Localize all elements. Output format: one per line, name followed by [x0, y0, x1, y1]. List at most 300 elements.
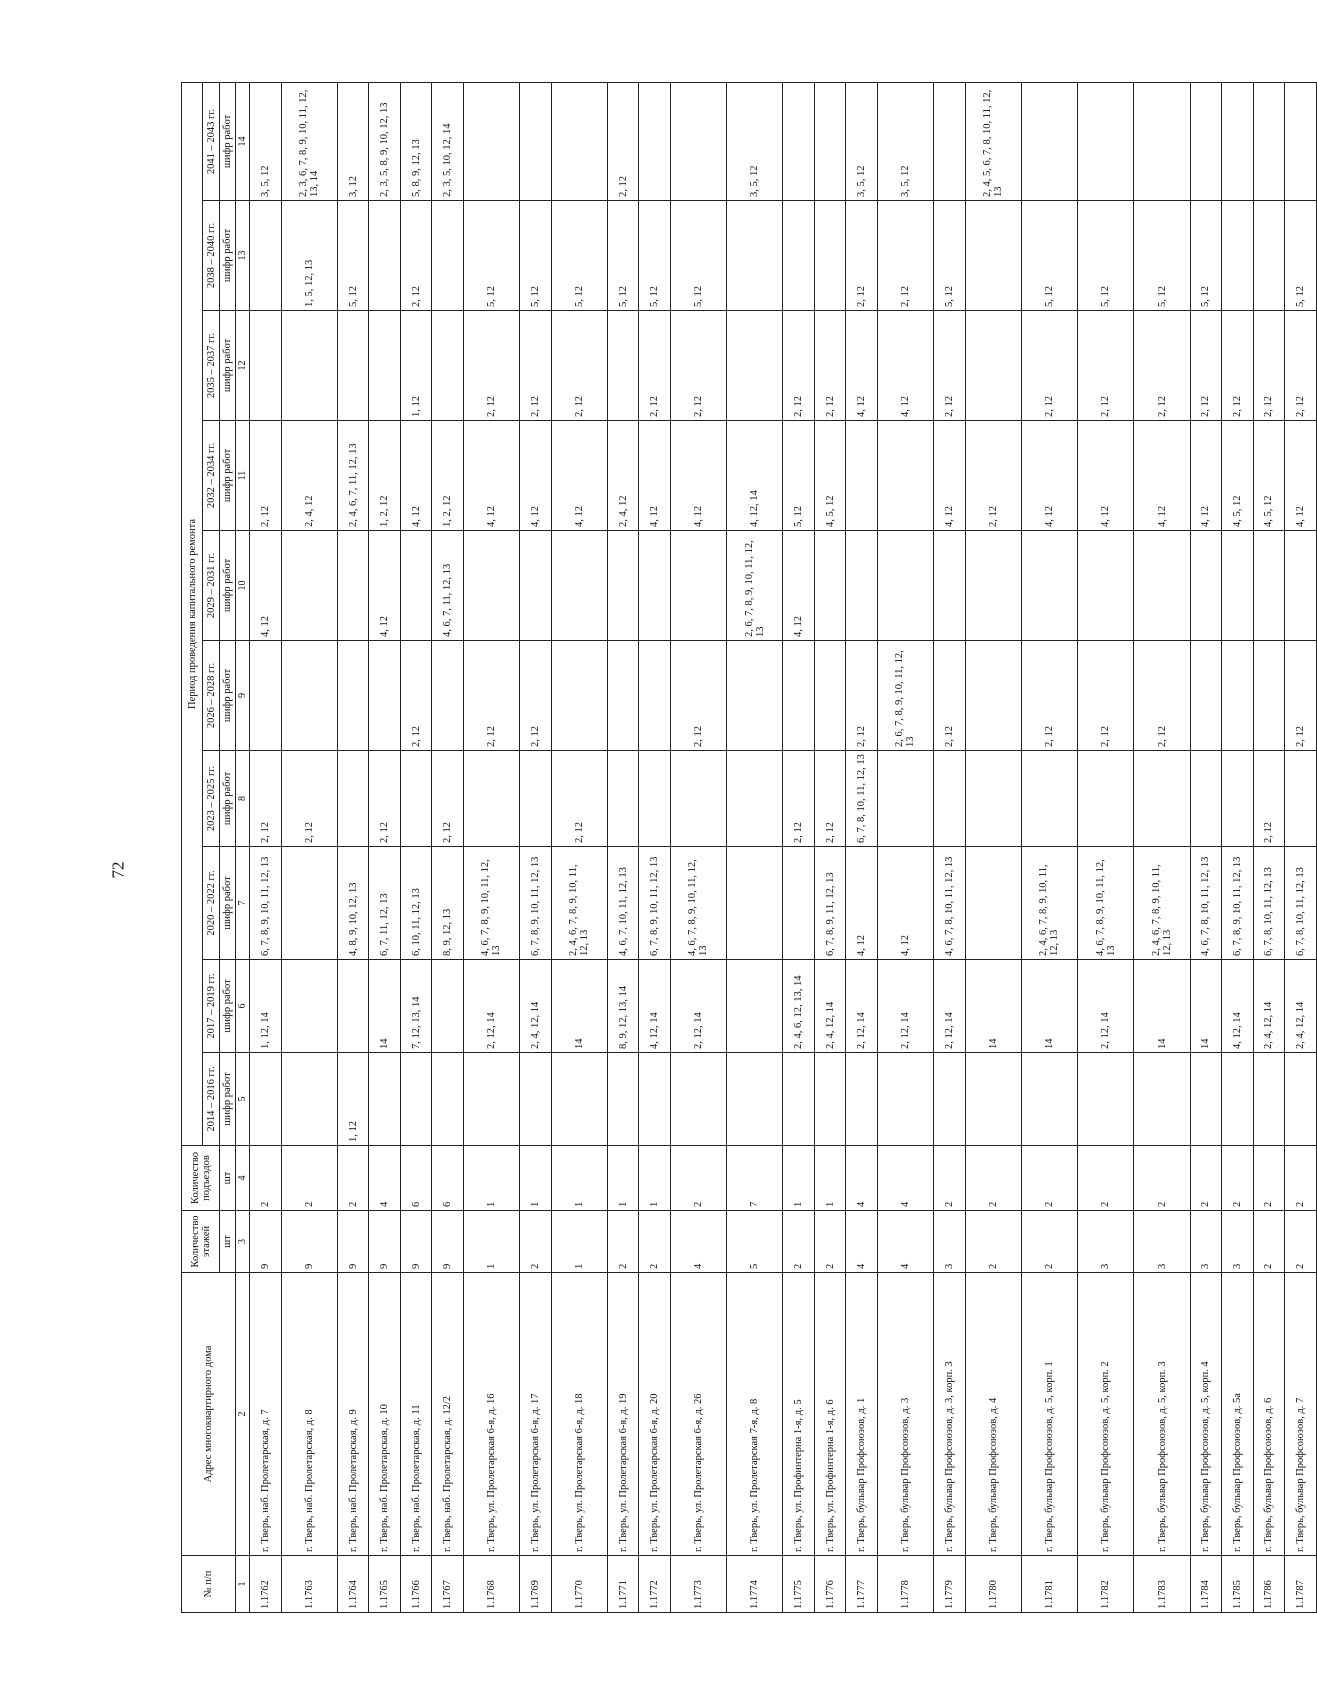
header-work-code: шифр работ — [220, 531, 236, 641]
row-work-codes — [670, 82, 726, 200]
capital-repair-table — [181, 82, 1317, 1613]
column-number: 4 — [236, 1146, 250, 1211]
row-floors: 1 — [463, 1211, 519, 1273]
row-work-codes — [670, 1053, 726, 1146]
row-work-codes — [639, 1053, 671, 1146]
row-work-codes — [281, 960, 337, 1053]
row-entrances: 4 — [877, 1146, 933, 1211]
row-work-codes: 14 — [1021, 960, 1077, 1053]
row-work-codes: 2, 12 — [846, 641, 878, 751]
row-work-codes — [250, 201, 282, 311]
row-work-codes: 2, 12 — [520, 311, 552, 421]
row-work-codes: 6, 7, 8, 10, 11, 12, 13 — [846, 751, 878, 847]
header-work-code: шифр работ — [220, 847, 236, 960]
row-work-codes: 2, 12 — [463, 311, 519, 421]
row-work-codes — [337, 641, 369, 751]
row-work-codes — [463, 751, 519, 847]
row-work-codes — [1078, 82, 1134, 200]
row-entrances: 1 — [520, 1146, 552, 1211]
header-work-code: шифр работ — [220, 1053, 236, 1146]
row-work-codes — [934, 751, 966, 847]
row-work-codes: 4, 6, 7, 8, 9, 10, 11, 12, 13 — [1078, 847, 1134, 960]
row-work-codes — [607, 1053, 639, 1146]
column-number: 10 — [236, 531, 250, 641]
row-work-codes: 2, 12 — [670, 641, 726, 751]
row-work-codes: 3, 5, 12 — [877, 82, 933, 200]
row-work-codes — [281, 1053, 337, 1146]
row-work-codes — [432, 641, 464, 751]
header-entrances: Количество подъездов — [182, 1146, 220, 1211]
row-floors: 3 — [1222, 1211, 1254, 1273]
row-work-codes: 4, 6, 7, 8, 9, 10, 11, 12, 13 — [463, 847, 519, 960]
row-work-codes: 2, 4, 6, 7, 11, 12, 13 — [337, 421, 369, 531]
row-work-codes — [1190, 531, 1222, 641]
row-work-codes: 4, 12 — [846, 847, 878, 960]
row-work-codes: 2, 12 — [400, 201, 432, 311]
row-work-codes: 4, 12 — [1190, 421, 1222, 531]
row-work-codes — [1021, 531, 1077, 641]
row-work-codes — [639, 531, 671, 641]
table-row — [783, 82, 815, 1612]
table-row — [965, 82, 1021, 1612]
row-work-codes — [250, 641, 282, 751]
row-work-codes: 2, 12 — [814, 751, 846, 847]
row-floors: 2 — [607, 1211, 639, 1273]
row-work-codes — [432, 311, 464, 421]
row-work-codes — [1190, 1053, 1222, 1146]
row-number: 1.1785 — [1222, 1556, 1254, 1613]
row-work-codes: 2, 3, 6, 7, 8, 9, 10, 11, 12, 13, 14 — [281, 82, 337, 200]
row-work-codes — [1190, 82, 1222, 200]
row-work-codes — [727, 641, 783, 751]
row-entrances: 2 — [1134, 1146, 1190, 1211]
row-work-codes: 5, 12 — [607, 201, 639, 311]
row-entrances: 2 — [281, 1146, 337, 1211]
header-work-code: шифр работ — [220, 641, 236, 751]
row-work-codes: 3, 12 — [337, 82, 369, 200]
header-period-1: 2017 – 2019 гг. — [203, 960, 220, 1053]
row-work-codes: 1, 5, 12, 13 — [281, 201, 337, 311]
row-floors: 2 — [814, 1211, 846, 1273]
row-work-codes: 2, 4, 6, 7, 8, 9, 10, 11, 12, 13 — [1021, 847, 1077, 960]
row-work-codes: 2, 12 — [1021, 311, 1077, 421]
column-number: 12 — [236, 311, 250, 421]
row-work-codes — [727, 960, 783, 1053]
table-row — [1222, 82, 1254, 1612]
row-address: г. Тверь, бульвар Профсоюзов, д. 3, корп. 3 — [934, 1273, 966, 1556]
row-work-codes — [400, 531, 432, 641]
row-work-codes — [965, 847, 1021, 960]
row-entrances: 2 — [1253, 1146, 1285, 1211]
row-work-codes — [337, 751, 369, 847]
column-number: 11 — [236, 421, 250, 531]
row-work-codes: 2, 12 — [670, 311, 726, 421]
row-work-codes: 2, 12 — [1253, 311, 1285, 421]
row-work-codes: 2, 12 — [432, 751, 464, 847]
row-address: г. Тверь, бульвар Профсоюзов, д. 1 — [846, 1273, 878, 1556]
row-work-codes: 4, 12 — [1078, 421, 1134, 531]
row-entrances: 1 — [551, 1146, 607, 1211]
row-number: 1.1769 — [520, 1556, 552, 1613]
row-work-codes — [934, 1053, 966, 1146]
row-work-codes — [727, 1053, 783, 1146]
row-work-codes — [432, 201, 464, 311]
column-number: 14 — [236, 82, 250, 200]
row-floors: 9 — [400, 1211, 432, 1273]
row-entrances: 4 — [846, 1146, 878, 1211]
row-work-codes: 3, 5, 12 — [250, 82, 282, 200]
row-work-codes — [432, 1053, 464, 1146]
row-work-codes: 6, 7, 8, 10, 11, 12, 13 — [1253, 847, 1285, 960]
row-work-codes — [607, 751, 639, 847]
row-work-codes — [400, 1053, 432, 1146]
row-work-codes: 2, 12 — [1021, 641, 1077, 751]
row-work-codes: 2, 12 — [1285, 311, 1317, 421]
row-work-codes: 2, 12 — [783, 751, 815, 847]
row-entrances: 2 — [337, 1146, 369, 1211]
row-number: 1.1779 — [934, 1556, 966, 1613]
row-work-codes — [1285, 531, 1317, 641]
row-work-codes: 2, 4, 5, 6, 7, 8, 10, 11, 12, 13 — [965, 82, 1021, 200]
row-work-codes: 2, 12 — [965, 421, 1021, 531]
row-work-codes: 2, 6, 7, 8, 9, 10, 11, 12, 13 — [877, 641, 933, 751]
row-work-codes: 4, 12 — [934, 421, 966, 531]
row-work-codes: 4, 6, 7, 8, 9, 10, 11, 12, 13 — [670, 847, 726, 960]
row-address: г. Тверь, ул. Профинтерна 1-я, д. 6 — [814, 1273, 846, 1556]
header-period-3: 2023 – 2025 гг. — [203, 751, 220, 847]
row-work-codes — [1222, 531, 1254, 641]
row-work-codes: 6, 7, 8, 9, 10, 11, 12, 13 — [250, 847, 282, 960]
row-work-codes — [1134, 1053, 1190, 1146]
table-row — [727, 82, 783, 1612]
row-number: 1.1767 — [432, 1556, 464, 1613]
row-entrances: 2 — [1021, 1146, 1077, 1211]
row-number: 1.1773 — [670, 1556, 726, 1613]
row-work-codes: 2, 12 — [463, 641, 519, 751]
row-work-codes: 6, 7, 8, 9, 10, 11, 12, 13 — [1222, 847, 1254, 960]
row-work-codes: 2, 12 — [1253, 751, 1285, 847]
row-entrances: 1 — [463, 1146, 519, 1211]
row-work-codes — [670, 751, 726, 847]
row-work-codes: 5, 12 — [934, 201, 966, 311]
row-address: г. Тверь, наб. Пролетарская, д. 9 — [337, 1273, 369, 1556]
row-work-codes — [783, 201, 815, 311]
row-work-codes: 5, 12 — [1190, 201, 1222, 311]
row-work-codes — [965, 751, 1021, 847]
table-row — [1285, 82, 1317, 1612]
column-number: 3 — [236, 1211, 250, 1273]
row-work-codes: 3, 5, 12 — [727, 82, 783, 200]
row-work-codes: 4, 6, 7, 8, 10, 11, 12, 13 — [1190, 847, 1222, 960]
row-work-codes — [814, 82, 846, 200]
row-address: г. Тверь, бульвар Профсоюзов, д. 5, корп. 1 — [1021, 1273, 1077, 1556]
row-work-codes: 4, 5, 12 — [1253, 421, 1285, 531]
header-num: № п/п — [182, 1556, 236, 1613]
row-work-codes: 4, 12 — [369, 531, 401, 641]
row-work-codes — [463, 1053, 519, 1146]
row-work-codes — [965, 531, 1021, 641]
table-row — [250, 82, 282, 1612]
row-work-codes — [877, 421, 933, 531]
row-work-codes: 2, 4, 6, 7, 8, 9, 10, 11, 12, 13 — [551, 847, 607, 960]
row-work-codes — [965, 201, 1021, 311]
row-work-codes — [607, 641, 639, 751]
header-floors: Количество этажей — [182, 1211, 220, 1273]
row-work-codes: 4, 12 — [783, 531, 815, 641]
column-number: 9 — [236, 641, 250, 751]
row-work-codes — [337, 531, 369, 641]
header-work-code: шифр работ — [220, 960, 236, 1053]
row-floors: 5 — [727, 1211, 783, 1273]
row-work-codes: 4, 12 — [520, 421, 552, 531]
table-row — [846, 82, 878, 1612]
header-period-8: 2038 – 2040 гг. — [203, 201, 220, 311]
row-work-codes — [1190, 641, 1222, 751]
row-work-codes: 2, 4, 12, 14 — [814, 960, 846, 1053]
header-period-4: 2026 – 2028 гг. — [203, 641, 220, 751]
row-address: г. Тверь, ул. Пролетарская 6-я, д. 17 — [520, 1273, 552, 1556]
header-period-2: 2020 – 2022 гг. — [203, 847, 220, 960]
row-work-codes — [1222, 82, 1254, 200]
row-work-codes — [1134, 82, 1190, 200]
row-work-codes: 2, 12 — [934, 311, 966, 421]
row-work-codes: 2, 12, 14 — [1078, 960, 1134, 1053]
row-number: 1.1764 — [337, 1556, 369, 1613]
row-address: г. Тверь, бульвар Профсоюзов, д. 5, корп. 3 — [1134, 1273, 1190, 1556]
row-floors: 1 — [551, 1211, 607, 1273]
row-work-codes: 2, 12 — [1134, 641, 1190, 751]
row-work-codes: 2, 12 — [1078, 641, 1134, 751]
table-row — [877, 82, 933, 1612]
row-work-codes: 4, 12 — [846, 311, 878, 421]
row-work-codes — [432, 960, 464, 1053]
row-work-codes: 2, 12, 14 — [846, 960, 878, 1053]
row-floors: 9 — [369, 1211, 401, 1273]
row-work-codes — [1285, 1053, 1317, 1146]
row-work-codes — [783, 82, 815, 200]
row-work-codes: 6, 10, 11, 12, 13 — [400, 847, 432, 960]
row-work-codes: 6, 7, 8, 10, 11, 12, 13 — [1285, 847, 1317, 960]
row-floors: 4 — [877, 1211, 933, 1273]
header-unit-floors: шт — [220, 1211, 236, 1273]
row-entrances: 2 — [965, 1146, 1021, 1211]
row-work-codes — [814, 641, 846, 751]
row-address: г. Тверь, бульвар Профсоюзов, д. 4 — [965, 1273, 1021, 1556]
row-address: г. Тверь, наб. Пролетарская, д. 10 — [369, 1273, 401, 1556]
row-work-codes: 2, 4, 12, 14 — [520, 960, 552, 1053]
row-work-codes: 14 — [1190, 960, 1222, 1053]
row-work-codes — [1285, 82, 1317, 200]
row-work-codes: 2, 12 — [520, 641, 552, 751]
row-floors: 3 — [1078, 1211, 1134, 1273]
row-floors: 2 — [1253, 1211, 1285, 1273]
row-floors: 3 — [934, 1211, 966, 1273]
row-work-codes: 14 — [965, 960, 1021, 1053]
row-entrances: 2 — [1222, 1146, 1254, 1211]
row-number: 1.1765 — [369, 1556, 401, 1613]
row-work-codes — [1134, 531, 1190, 641]
row-address: г. Тверь, наб. Пролетарская, д. 11 — [400, 1273, 432, 1556]
header-work-code: шифр работ — [220, 82, 236, 200]
header-work-code: шифр работ — [220, 201, 236, 311]
row-work-codes — [1285, 751, 1317, 847]
row-work-codes — [400, 751, 432, 847]
row-work-codes — [463, 82, 519, 200]
row-floors: 9 — [281, 1211, 337, 1273]
row-work-codes — [934, 82, 966, 200]
row-entrances: 1 — [639, 1146, 671, 1211]
row-floors: 2 — [639, 1211, 671, 1273]
row-work-codes: 4, 12 — [877, 847, 933, 960]
header-period-9: 2041 – 2043 гг. — [203, 82, 220, 200]
row-work-codes: 2, 12 — [1190, 311, 1222, 421]
row-work-codes: 4, 5, 12 — [814, 421, 846, 531]
row-address: г. Тверь, наб. Пролетарская, д. 12/2 — [432, 1273, 464, 1556]
row-work-codes: 1, 2, 12 — [369, 421, 401, 531]
row-work-codes — [877, 531, 933, 641]
column-number: 6 — [236, 960, 250, 1053]
row-work-codes: 4, 6, 7, 10, 11, 12, 13 — [607, 847, 639, 960]
row-work-codes: 5, 12 — [520, 201, 552, 311]
row-number: 1.1783 — [1134, 1556, 1190, 1613]
row-work-codes: 2, 12 — [783, 311, 815, 421]
row-work-codes: 4, 8, 9, 10, 12, 13 — [337, 847, 369, 960]
row-work-codes — [281, 531, 337, 641]
row-number: 1.1786 — [1253, 1556, 1285, 1613]
header-period-7: 2035 – 2037 гг. — [203, 311, 220, 421]
row-floors: 9 — [337, 1211, 369, 1273]
row-entrances: 2 — [934, 1146, 966, 1211]
row-work-codes: 14 — [551, 960, 607, 1053]
row-work-codes — [846, 421, 878, 531]
table-row — [934, 82, 966, 1612]
row-work-codes: 2, 12 — [877, 201, 933, 311]
row-entrances: 2 — [250, 1146, 282, 1211]
row-floors: 2 — [1021, 1211, 1077, 1273]
row-number: 1.1787 — [1285, 1556, 1317, 1613]
row-number: 1.1778 — [877, 1556, 933, 1613]
row-work-codes: 2, 12 — [1285, 641, 1317, 751]
row-work-codes: 8, 9, 12, 13, 14 — [607, 960, 639, 1053]
row-work-codes: 2, 12 — [551, 751, 607, 847]
row-work-codes — [877, 1053, 933, 1146]
header-work-code: шифр работ — [220, 751, 236, 847]
row-work-codes: 2, 12 — [369, 751, 401, 847]
row-number: 1.1768 — [463, 1556, 519, 1613]
row-work-codes: 3, 5, 12 — [846, 82, 878, 200]
column-number: 13 — [236, 201, 250, 311]
row-floors: 9 — [250, 1211, 282, 1273]
row-number: 1.1782 — [1078, 1556, 1134, 1613]
row-work-codes: 5, 12 — [337, 201, 369, 311]
row-address: г. Тверь, наб. Пролетарская, д. 8 — [281, 1273, 337, 1556]
row-work-codes: 2, 12 — [814, 311, 846, 421]
row-entrances: 1 — [607, 1146, 639, 1211]
row-address: г. Тверь, ул. Профинтерна 1-я, д. 5 — [783, 1273, 815, 1556]
row-work-codes: 2, 12 — [934, 641, 966, 751]
row-address: г. Тверь, бульвар Профсоюзов, д. 5, корп. 2 — [1078, 1273, 1134, 1556]
row-work-codes: 6, 7, 8, 9, 10, 11, 12, 13 — [520, 847, 552, 960]
row-work-codes — [814, 201, 846, 311]
row-work-codes — [281, 847, 337, 960]
row-floors: 2 — [520, 1211, 552, 1273]
table-row — [463, 82, 519, 1612]
row-work-codes — [551, 1053, 607, 1146]
row-number: 1.1784 — [1190, 1556, 1222, 1613]
row-work-codes: 4, 12 — [1134, 421, 1190, 531]
row-work-codes — [965, 311, 1021, 421]
table-row — [607, 82, 639, 1612]
row-work-codes: 5, 12 — [1078, 201, 1134, 311]
row-floors: 3 — [1190, 1211, 1222, 1273]
row-work-codes — [1222, 201, 1254, 311]
row-work-codes — [1253, 82, 1285, 200]
row-entrances: 6 — [432, 1146, 464, 1211]
table-row — [639, 82, 671, 1612]
row-work-codes: 4, 12 — [250, 531, 282, 641]
row-entrances: 1 — [783, 1146, 815, 1211]
row-floors: 2 — [1285, 1211, 1317, 1273]
row-work-codes — [965, 641, 1021, 751]
row-work-codes: 4, 12 — [551, 421, 607, 531]
row-work-codes — [1190, 751, 1222, 847]
row-number: 1.1771 — [607, 1556, 639, 1613]
table-row — [551, 82, 607, 1612]
row-work-codes: 2, 12 — [607, 82, 639, 200]
row-work-codes: 4, 12, 14 — [727, 421, 783, 531]
row-work-codes: 5, 12 — [639, 201, 671, 311]
row-work-codes: 6, 7, 11, 12, 13 — [369, 847, 401, 960]
row-work-codes: 6, 7, 8, 9, 10, 11, 12, 13 — [639, 847, 671, 960]
header-unit-entrances: шт — [220, 1146, 236, 1211]
row-entrances: 2 — [1078, 1146, 1134, 1211]
row-address: г. Тверь, ул. Пролетарская 6-я, д. 26 — [670, 1273, 726, 1556]
header-period-5: 2029 – 2031 гг. — [203, 531, 220, 641]
table-row — [432, 82, 464, 1612]
row-work-codes: 2, 4, 12 — [281, 421, 337, 531]
row-work-codes: 2, 12 — [639, 311, 671, 421]
row-work-codes: 2, 12 — [1134, 311, 1190, 421]
column-number: 8 — [236, 751, 250, 847]
row-work-codes — [463, 531, 519, 641]
column-number: 5 — [236, 1053, 250, 1146]
header-period: Период проведения капитального ремонта — [182, 82, 203, 1145]
row-work-codes: 2, 12 — [551, 311, 607, 421]
row-number: 1.1780 — [965, 1556, 1021, 1613]
row-address: г. Тверь, бульвар Профсоюзов, д. 3 — [877, 1273, 933, 1556]
row-work-codes: 5, 8, 9, 12, 13 — [400, 82, 432, 200]
table-row — [1078, 82, 1134, 1612]
row-address: г. Тверь, ул. Пролетарская 6-я, д. 20 — [639, 1273, 671, 1556]
row-entrances: 7 — [727, 1146, 783, 1211]
row-work-codes — [1078, 531, 1134, 641]
row-floors: 2 — [965, 1211, 1021, 1273]
row-number: 1.1772 — [639, 1556, 671, 1613]
column-number: 1 — [236, 1556, 250, 1613]
row-entrances: 2 — [670, 1146, 726, 1211]
row-work-codes — [1222, 751, 1254, 847]
table-row — [400, 82, 432, 1612]
table-row — [1134, 82, 1190, 1612]
row-work-codes — [369, 641, 401, 751]
row-entrances: 1 — [814, 1146, 846, 1211]
table-row — [337, 82, 369, 1612]
row-work-codes: 2, 12 — [250, 751, 282, 847]
row-work-codes — [1253, 201, 1285, 311]
row-work-codes — [551, 82, 607, 200]
column-number: 2 — [236, 1273, 250, 1556]
row-work-codes: 4, 12 — [463, 421, 519, 531]
